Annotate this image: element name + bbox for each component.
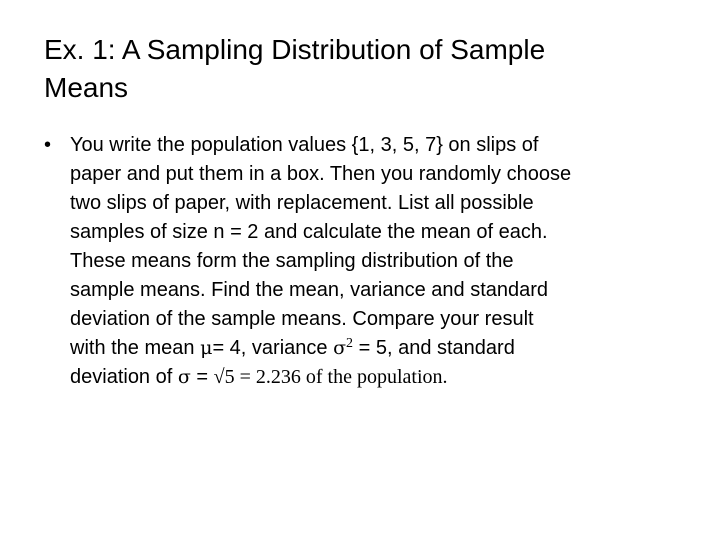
line-9-text-a: deviation of (70, 366, 178, 388)
bullet-paragraph (44, 131, 720, 392)
title-line-2: Means (44, 72, 129, 103)
line-8-text-b: = 4, variance (212, 337, 334, 359)
sigma-symbol: σ (333, 337, 347, 359)
bullet-text (70, 131, 720, 392)
body-line-2: paper and put them in a box. Then you randomly choose (70, 163, 572, 185)
sqrt-result: √5 = 2.236 of the population. (213, 366, 448, 388)
body-line-5: These means form the sampling distribution of the (70, 250, 514, 272)
title-line-1: Ex. 1: A Sampling Distribution of Sample (44, 34, 546, 65)
bullet-marker: • (44, 134, 52, 156)
line-8-text-a: with the mean (70, 337, 201, 359)
body-line-3: two slips of paper, with replacement. List all possible (70, 192, 534, 214)
body-line-6: sample means. Find the mean, variance and standard (70, 279, 549, 301)
body-line-8 (70, 334, 720, 363)
line-8-text-c: = 5, and standard (353, 337, 515, 359)
body-line-7: deviation of the sample means. Compare your result (70, 308, 534, 330)
squared-superscript: 2 (346, 336, 354, 351)
body-line-1: You write the population values {1, 3, 5, 7} on slips of (70, 134, 539, 156)
body-line-9 (70, 363, 720, 392)
slide-title (44, 31, 684, 107)
mu-symbol: μ (200, 337, 213, 359)
body-line-4: samples of size n = 2 and calculate the mean of each. (70, 221, 548, 243)
line-9-text-b: = (190, 366, 214, 388)
sigma-symbol-2: σ (177, 366, 191, 388)
